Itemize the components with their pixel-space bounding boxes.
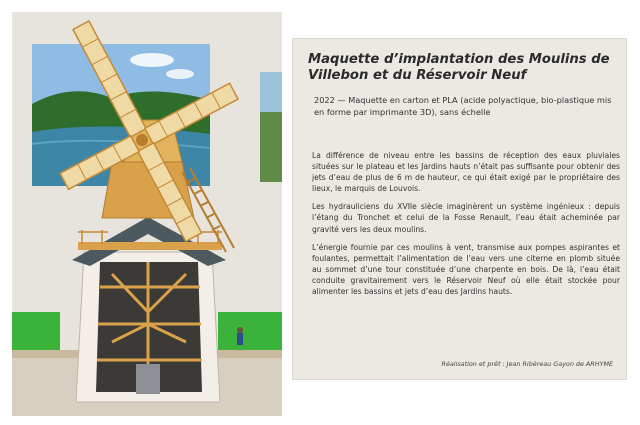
windmill-model-photo <box>12 12 282 416</box>
panel-body <box>312 150 620 304</box>
windmill-model-illustration <box>12 12 282 416</box>
grass-left <box>12 312 60 350</box>
mill-gallery <box>78 242 222 250</box>
grass-right <box>218 312 282 350</box>
panel-paragraph: Les hydrauliciens du XVIIe siècle imaginèrent un système ingénieux : depuis l’étang du Tronchet et celui de la Fosse Renault, l’eau était acheminée par gravité vers les deux moulins. <box>312 202 620 234</box>
panel-credit: Réalisation et prêt : Jean Ribéreau Gayon de ARHYME <box>441 360 613 368</box>
information-panel <box>292 38 627 380</box>
pump <box>136 364 160 394</box>
panel-paragraph: L’énergie fournie par ces moulins à vent, transmise aux pompes aspirantes et foulantes, permettait l’alimentation de l’eau vers une citerne en plomb située au sommet d’une tour constituée d’une charpente en bois. De là, l’eau était conduite gravitairement vers le Réservoir Neuf où elle était stockée pour alimenter les bassins et jets d’eau des Jardins hauts. <box>312 242 620 297</box>
miniature-figure <box>237 327 243 345</box>
sail-hub <box>136 134 148 146</box>
panel-title: Maquette d’implantation des Moulins de Villebon et du Réservoir Neuf <box>308 52 610 83</box>
panel-subtitle: 2022 — Maquette en carton et PLA (acide polyactique, bio-plastique mis en forme par imprimante 3D), sans échelle <box>314 95 612 117</box>
panel-paragraph: La différence de niveau entre les bassins de réception des eaux pluviales situées sur le plateau et les Jardins hauts n’était pas suffisante pour obtenir des jets d’eau de plus de 6 m de hauteur, ce qui était exigé par le propriétaire des lieux, le marquis de Louvois. <box>312 151 620 194</box>
